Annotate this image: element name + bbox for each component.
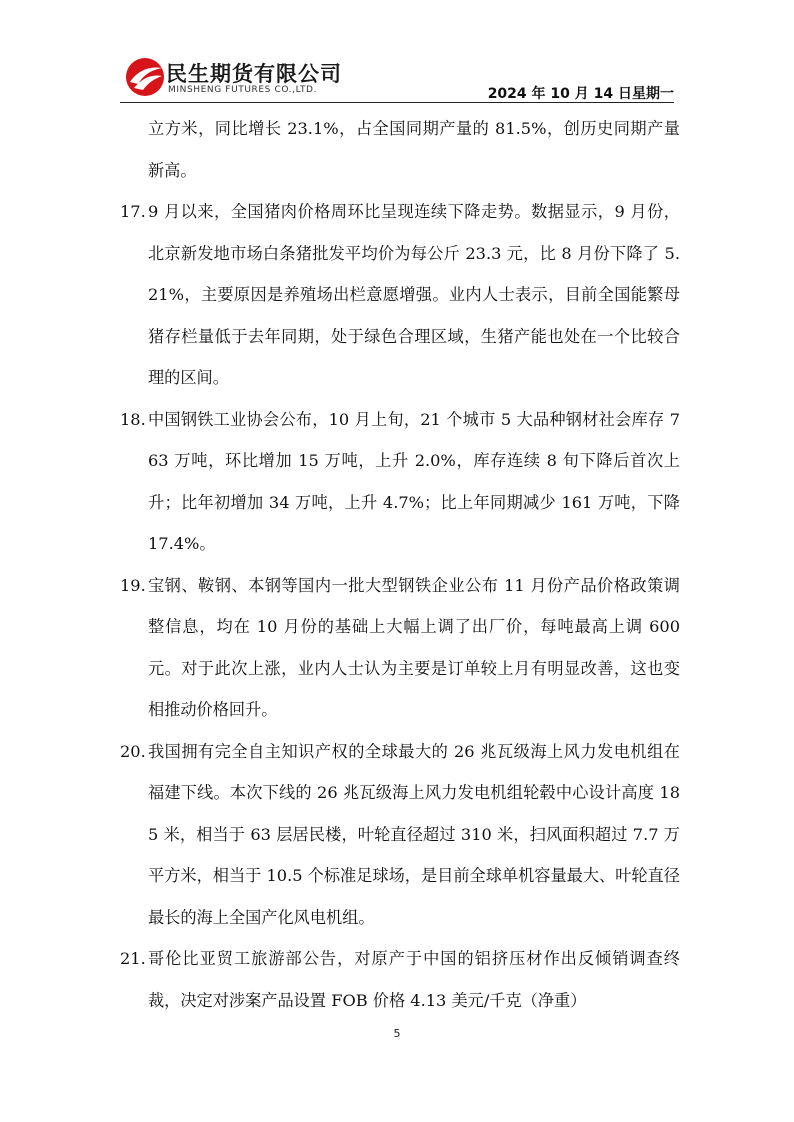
item-number: 19. xyxy=(120,575,146,595)
header-divider xyxy=(120,102,674,103)
item-text: 我国拥有完全自主知识产权的全球最大的 26 兆瓦级海上风力发电机组在福建下线。本次下线的 26 兆瓦级海上风力发电机组轮毂中心设计高度 185 米，相当于 63 层居民楼，叶轮直径超过 310 米，扫风面积超过 7.7 万平方米，相当于 10.5 个标准足球场，是目前全球单机容量最大、叶轮直径最长的海上全国产化风电机组。 xyxy=(148,741,680,927)
list-item xyxy=(120,399,680,565)
item-number: 20. xyxy=(120,741,146,761)
continuation-paragraph: 立方米，同比增长 23.1%，占全国同期产量的 81.5%，创历史同期产量新高。 xyxy=(148,119,680,180)
list-item xyxy=(120,731,680,939)
list-item xyxy=(120,191,680,399)
item-text: 宝钢、鞍钢、本钢等国内一批大型钢铁企业公布 11 月份产品价格政策调整信息，均在 10 月份的基础上大幅上调了出厂价，每吨最高上调 600 元。对于此次上涨，业内人士认为主要是订单较上月有明显改善，这也变相推动价格回升。 xyxy=(148,575,680,719)
page-header xyxy=(120,52,674,102)
minsheng-logo-icon xyxy=(124,56,166,98)
item-text: 哥伦比亚贸工旅游部公告，对原产于中国的铝挤压材作出反倾销调查终裁，决定对涉案产品设置 FOB 价格 4.13 美元/千克（净重） xyxy=(148,949,680,1010)
company-name-en: MINSHENG FUTURES CO.,LTD. xyxy=(168,85,318,95)
page-number: 5 xyxy=(393,1027,401,1040)
item-number: 17. xyxy=(120,202,146,221)
item-number: 21. xyxy=(120,949,146,968)
item-text: 中国钢铁工业协会公布，10 月上旬，21 个城市 5 大品种钢材社会库存 763 万吨，环比增加 15 万吨，上升 2.0%，库存连续 8 旬下降后首次上升；比年初增加 34 万吨，上升 4.7%；比上年同期减少 161 万吨，下降 17.4%。 xyxy=(148,409,680,553)
news-list xyxy=(120,108,680,1021)
item-number: 18. xyxy=(120,409,146,429)
list-item xyxy=(120,565,680,731)
company-name-cn: 民生期货有限公司 xyxy=(166,62,342,86)
report-date: 2024 年 10 月 14 日星期一 xyxy=(487,86,674,102)
item-text: 9 月以来，全国猪肉价格周环比呈现连续下降走势。数据显示，9 月份，北京新发地市场白条猪批发平均价为每公斤 23.3 元，比 8 月份下降了 5.21%，主要原因是养殖场出栏意愿增强。业内人士表示，目前全国能繁母猪存栏量低于去年同期，处于绿色合理区域，生猪产能也处在一个比较合理的区间。 xyxy=(148,202,680,387)
list-item xyxy=(120,938,680,1021)
